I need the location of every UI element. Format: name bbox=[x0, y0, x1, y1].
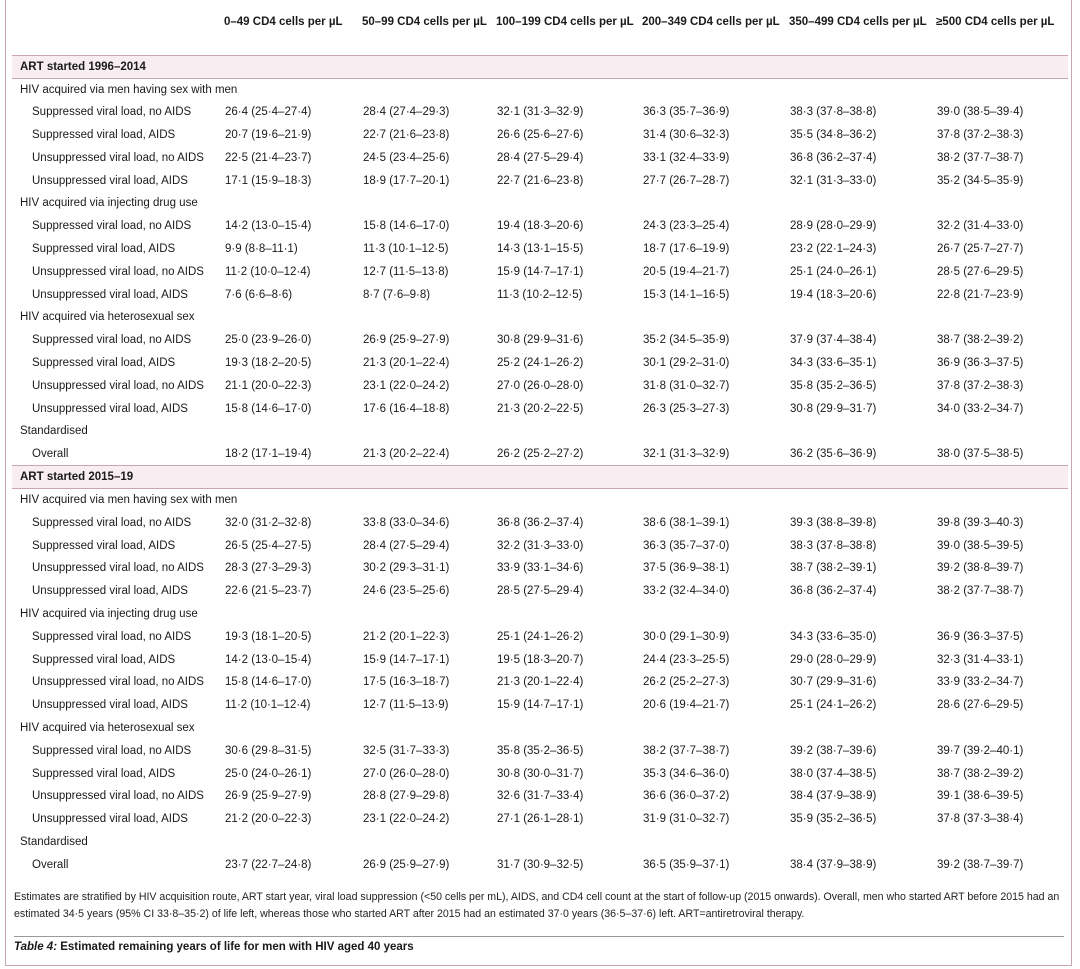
group-row bbox=[12, 489, 1068, 512]
value-cell: 18·7 (17·6–19·9) bbox=[643, 242, 730, 255]
row-label: Unsuppressed viral load, no AIDS bbox=[32, 151, 204, 164]
header-cell-cd4-0-49: 0–49 CD4 cells per µL bbox=[224, 16, 343, 28]
value-cell: 38·3 (37·8–38·8) bbox=[790, 539, 877, 552]
section-title: ART started 2015–19 bbox=[12, 466, 1068, 489]
group-row bbox=[12, 717, 1068, 740]
value-cell: 38·4 (37·9–38·9) bbox=[790, 858, 877, 871]
table-row bbox=[12, 762, 1068, 785]
value-cell: 32·3 (31·4–33·1) bbox=[937, 653, 1024, 666]
section-row bbox=[12, 55, 1068, 78]
value-cell: 11·3 (10·2–12·5) bbox=[497, 288, 583, 301]
value-cell: 25·0 (23·9–26·0) bbox=[225, 334, 312, 347]
value-cell: 14·2 (13·0–15·4) bbox=[225, 220, 312, 233]
value-cell: 32·6 (31·7–33·4) bbox=[497, 790, 584, 803]
value-cell: 22·5 (21·4–23·7) bbox=[225, 151, 312, 164]
value-cell: 33·8 (33·0–34·6) bbox=[363, 516, 450, 529]
value-cell: 28·6 (27·6–29·5) bbox=[937, 699, 1024, 712]
value-cell: 34·3 (33·6–35·0) bbox=[790, 630, 877, 643]
value-cell: 28·5 (27·6–29·5) bbox=[937, 265, 1024, 278]
value-cell: 22·8 (21·7–23·9) bbox=[937, 288, 1024, 301]
header-cell-label bbox=[12, 0, 224, 55]
value-cell: 34·0 (33·2–34·7) bbox=[937, 402, 1024, 415]
value-cell: 26·9 (25·9–27·9) bbox=[225, 790, 312, 803]
value-cell: 15·8 (14·6–17·0) bbox=[363, 220, 450, 233]
row-label: Suppressed viral load, AIDS bbox=[32, 539, 176, 552]
value-cell: 38·3 (37·8–38·8) bbox=[790, 106, 877, 119]
row-label: Unsuppressed viral load, no AIDS bbox=[32, 790, 204, 803]
value-cell: 15·9 (14·7–17·1) bbox=[497, 265, 584, 278]
header-cell-cd4-200-349: 200–349 CD4 cells per µL bbox=[642, 16, 780, 28]
group-row bbox=[12, 603, 1068, 626]
value-cell: 36·5 (35·9–37·1) bbox=[643, 858, 730, 871]
value-cell: 27·0 (26·0–28·0) bbox=[497, 379, 584, 392]
value-cell: 18·9 (17·7–20·1) bbox=[363, 174, 450, 187]
value-cell: 38·2 (37·7–38·7) bbox=[643, 744, 730, 757]
value-cell: 30·8 (29·9–31·6) bbox=[497, 334, 584, 347]
row-label: Suppressed viral load, no AIDS bbox=[32, 516, 192, 529]
value-cell: 27·7 (26·7–28·7) bbox=[643, 174, 730, 187]
row-label: Unsuppressed viral load, no AIDS bbox=[32, 265, 204, 278]
value-cell: 35·2 (34·5–35·9) bbox=[937, 174, 1024, 187]
table-row bbox=[12, 694, 1068, 717]
value-cell: 38·0 (37·5–38·5) bbox=[937, 447, 1024, 460]
value-cell: 31·4 (30·6–32·3) bbox=[643, 128, 730, 141]
value-cell: 19·3 (18·1–20·5) bbox=[225, 630, 312, 643]
value-cell: 30·8 (30·0–31·7) bbox=[497, 767, 584, 780]
value-cell: 21·3 (20·2–22·5) bbox=[497, 402, 584, 415]
value-cell: 19·5 (18·3–20·7) bbox=[497, 653, 584, 666]
value-cell: 27·0 (26·0–28·0) bbox=[363, 767, 450, 780]
value-cell: 28·4 (27·5–29·4) bbox=[363, 539, 450, 552]
value-cell: 25·1 (24·1–26·2) bbox=[790, 699, 877, 712]
group-row bbox=[12, 78, 1068, 101]
value-cell: 28·4 (27·4–29·3) bbox=[363, 106, 450, 119]
value-cell: 25·1 (24·0–26·1) bbox=[790, 265, 877, 278]
value-cell: 17·5 (16·3–18·7) bbox=[363, 676, 450, 689]
value-cell: 31·9 (31·0–32·7) bbox=[643, 813, 730, 826]
value-cell: 21·2 (20·0–22·3) bbox=[225, 813, 312, 826]
caption-divider bbox=[14, 936, 1064, 937]
value-cell: 15·9 (14·7–17·1) bbox=[497, 699, 584, 712]
row-label: Suppressed viral load, AIDS bbox=[32, 242, 176, 255]
row-label: Overall bbox=[32, 447, 69, 460]
value-cell: 24·6 (23·5–25·6) bbox=[363, 585, 450, 598]
table-row bbox=[12, 443, 1068, 466]
header-cell-cd4-350-499: 350–499 CD4 cells per µL bbox=[789, 16, 927, 28]
value-cell: 38·2 (37·7–38·7) bbox=[937, 151, 1024, 164]
value-cell: 11·2 (10·0–12·4) bbox=[225, 265, 311, 278]
value-cell: 37·8 (37·3–38·4) bbox=[937, 813, 1024, 826]
value-cell: 39·0 (38·5–39·5) bbox=[937, 539, 1024, 552]
value-cell: 21·3 (20·2–22·4) bbox=[363, 447, 450, 460]
value-cell: 35·9 (35·2–36·5) bbox=[790, 813, 877, 826]
value-cell: 26·3 (25·3–27·3) bbox=[643, 402, 730, 415]
value-cell: 32·1 (31·3–33·0) bbox=[790, 174, 877, 187]
value-cell: 37·8 (37·2–38·3) bbox=[937, 379, 1024, 392]
value-cell: 26·2 (25·2–27·3) bbox=[643, 676, 730, 689]
value-cell: 39·0 (38·5–39·4) bbox=[937, 106, 1024, 119]
value-cell: 25·2 (24·1–26·2) bbox=[497, 356, 584, 369]
value-cell: 33·9 (33·1–34·6) bbox=[497, 562, 584, 575]
value-cell: 39·1 (38·6–39·5) bbox=[937, 790, 1024, 803]
value-cell: 38·7 (38·2–39·1) bbox=[790, 562, 877, 575]
value-cell: 38·2 (37·7–38·7) bbox=[937, 585, 1024, 598]
value-cell: 32·1 (31·3–32·9) bbox=[643, 447, 730, 460]
value-cell: 35·2 (34·5–35·9) bbox=[643, 334, 730, 347]
value-cell: 27·1 (26·1–28·1) bbox=[497, 813, 584, 826]
value-cell: 32·2 (31·3–33·0) bbox=[497, 539, 584, 552]
value-cell: 11·3 (10·1–12·5) bbox=[363, 242, 449, 255]
value-cell: 25·1 (24·1–26·2) bbox=[497, 630, 584, 643]
value-cell: 35·3 (34·6–36·0) bbox=[643, 767, 730, 780]
row-label: Suppressed viral load, no AIDS bbox=[32, 220, 192, 233]
table-row bbox=[12, 169, 1068, 192]
value-cell: 37·9 (37·4–38·4) bbox=[790, 334, 877, 347]
value-cell: 9·9 (8·8–11·1) bbox=[225, 242, 298, 255]
value-cell: 35·5 (34·8–36·2) bbox=[790, 128, 877, 141]
value-cell: 26·9 (25·9–27·9) bbox=[363, 334, 450, 347]
value-cell: 14·3 (13·1–15·5) bbox=[497, 242, 584, 255]
value-cell: 20·6 (19·4–21·7) bbox=[643, 699, 730, 712]
value-cell: 12·7 (11·5–13·8) bbox=[363, 265, 449, 278]
value-cell: 30·8 (29·9–31·7) bbox=[790, 402, 877, 415]
value-cell: 39·2 (38·7–39·7) bbox=[937, 858, 1024, 871]
row-label: Unsuppressed viral load, no AIDS bbox=[32, 562, 204, 575]
value-cell: 36·2 (35·6–36·9) bbox=[790, 447, 877, 460]
value-cell: 36·6 (36·0–37·2) bbox=[643, 790, 730, 803]
table-row bbox=[12, 534, 1068, 557]
value-cell: 30·0 (29·1–30·9) bbox=[643, 630, 730, 643]
header-cell-cd4-50-99: 50–99 CD4 cells per µL bbox=[362, 16, 487, 28]
value-cell: 34·3 (33·6–35·1) bbox=[790, 356, 877, 369]
value-cell: 14·2 (13·0–15·4) bbox=[225, 653, 312, 666]
value-cell: 32·2 (31·4–33·0) bbox=[937, 220, 1024, 233]
value-cell: 35·8 (35·2–36·5) bbox=[790, 379, 877, 392]
value-cell: 38·7 (38·2–39·2) bbox=[937, 334, 1024, 347]
value-cell: 28·5 (27·5–29·4) bbox=[497, 585, 584, 598]
value-cell: 32·1 (31·3–32·9) bbox=[497, 106, 584, 119]
value-cell: 22·7 (21·6–23·8) bbox=[363, 128, 450, 141]
table-row bbox=[12, 785, 1068, 808]
value-cell: 20·5 (19·4–21·7) bbox=[643, 265, 730, 278]
value-cell: 15·8 (14·6–17·0) bbox=[225, 676, 312, 689]
value-cell: 7·6 (6·6–8·6) bbox=[225, 288, 293, 301]
value-cell: 8·7 (7·6–9·8) bbox=[363, 288, 431, 301]
group-label: HIV acquired via men having sex with men bbox=[20, 494, 238, 507]
value-cell: 39·8 (39·3–40·3) bbox=[937, 516, 1024, 529]
value-cell: 36·9 (36·3–37·5) bbox=[937, 356, 1024, 369]
table-row bbox=[12, 352, 1068, 375]
value-cell: 28·3 (27·3–29·3) bbox=[225, 562, 312, 575]
row-label: Suppressed viral load, AIDS bbox=[32, 356, 176, 369]
value-cell: 24·4 (23·3–25·5) bbox=[643, 653, 730, 666]
header-cell-cd4-100-199: 100–199 CD4 cells per µL bbox=[496, 16, 634, 28]
table-row bbox=[12, 260, 1068, 283]
value-cell: 15·9 (14·7–17·1) bbox=[363, 653, 450, 666]
value-cell: 36·8 (36·2–37·4) bbox=[790, 585, 877, 598]
row-label: Overall bbox=[32, 858, 69, 871]
value-cell: 39·3 (38·8–39·8) bbox=[790, 516, 877, 529]
value-cell: 17·6 (16·4–18·8) bbox=[363, 402, 450, 415]
group-label: HIV acquired via heterosexual sex bbox=[20, 721, 195, 734]
value-cell: 24·5 (23·4–25·6) bbox=[363, 151, 450, 164]
table-body bbox=[12, 55, 1068, 876]
value-cell: 26·2 (25·2–27·2) bbox=[497, 447, 584, 460]
value-cell: 39·2 (38·7–39·6) bbox=[790, 744, 877, 757]
section-title: ART started 1996–2014 bbox=[12, 55, 1068, 78]
table-row bbox=[12, 283, 1068, 306]
table-row bbox=[12, 146, 1068, 169]
value-cell: 36·3 (35·7–37·0) bbox=[643, 539, 730, 552]
value-cell: 30·2 (29·3–31·1) bbox=[363, 562, 450, 575]
value-cell: 21·3 (20·1–22·4) bbox=[363, 356, 450, 369]
table-caption bbox=[14, 941, 414, 953]
value-cell: 32·0 (31·2–32·8) bbox=[225, 516, 312, 529]
table-row bbox=[12, 511, 1068, 534]
value-cell: 38·0 (37·4–38·5) bbox=[790, 767, 877, 780]
header-row bbox=[12, 0, 1068, 55]
value-cell: 29·0 (28·0–29·9) bbox=[790, 653, 877, 666]
value-cell: 31·8 (31·0–32·7) bbox=[643, 379, 730, 392]
table-row bbox=[12, 215, 1068, 238]
value-cell: 20·7 (19·6–21·9) bbox=[225, 128, 312, 141]
value-cell: 36·9 (36·3–37·5) bbox=[937, 630, 1024, 643]
group-label: Standardised bbox=[20, 425, 88, 438]
value-cell: 15·8 (14·6–17·0) bbox=[225, 402, 312, 415]
table-row bbox=[12, 557, 1068, 580]
row-label: Unsuppressed viral load, AIDS bbox=[32, 699, 188, 712]
table-row bbox=[12, 625, 1068, 648]
value-cell: 25·0 (24·0–26·1) bbox=[225, 767, 312, 780]
group-label: Standardised bbox=[20, 835, 88, 848]
value-cell: 12·7 (11·5–13·9) bbox=[363, 699, 449, 712]
value-cell: 23·1 (22·0–24·2) bbox=[363, 813, 450, 826]
value-cell: 21·3 (20·1–22·4) bbox=[497, 676, 584, 689]
value-cell: 28·4 (27·5–29·4) bbox=[497, 151, 584, 164]
value-cell: 37·8 (37·2–38·3) bbox=[937, 128, 1024, 141]
value-cell: 15·3 (14·1–16·5) bbox=[643, 288, 730, 301]
value-cell: 36·3 (35·7–36·9) bbox=[643, 106, 730, 119]
row-label: Unsuppressed viral load, AIDS bbox=[32, 288, 188, 301]
value-cell: 21·1 (20·0–22·3) bbox=[225, 379, 312, 392]
value-cell: 24·3 (23·3–25·4) bbox=[643, 220, 730, 233]
table-row bbox=[12, 238, 1068, 261]
row-label: Suppressed viral load, AIDS bbox=[32, 128, 176, 141]
life-expectancy-table bbox=[12, 0, 1068, 876]
value-cell: 23·7 (22·7–24·8) bbox=[225, 858, 312, 871]
value-cell: 23·2 (22·1–24·3) bbox=[790, 242, 877, 255]
group-row bbox=[12, 192, 1068, 215]
value-cell: 19·3 (18·2–20·5) bbox=[225, 356, 312, 369]
value-cell: 30·7 (29·9–31·6) bbox=[790, 676, 877, 689]
value-cell: 35·8 (35·2–36·5) bbox=[497, 744, 584, 757]
value-cell: 39·7 (39·2–40·1) bbox=[937, 744, 1024, 757]
value-cell: 36·8 (36·2–37·4) bbox=[790, 151, 877, 164]
value-cell: 21·2 (20·1–22·3) bbox=[363, 630, 450, 643]
value-cell: 19·4 (18·3–20·6) bbox=[497, 220, 584, 233]
header-cell-cd4-500-plus: ≥500 CD4 cells per µL bbox=[936, 16, 1055, 28]
value-cell: 22·7 (21·6–23·8) bbox=[497, 174, 584, 187]
value-cell: 33·1 (32·4–33·9) bbox=[643, 151, 730, 164]
row-label: Unsuppressed viral load, AIDS bbox=[32, 402, 188, 415]
group-row bbox=[12, 831, 1068, 854]
value-cell: 23·1 (22·0–24·2) bbox=[363, 379, 450, 392]
group-row bbox=[12, 420, 1068, 443]
value-cell: 26·5 (25·4–27·5) bbox=[225, 539, 312, 552]
table-row bbox=[12, 101, 1068, 124]
group-label: HIV acquired via injecting drug use bbox=[20, 197, 198, 210]
table-row bbox=[12, 808, 1068, 831]
row-label: Unsuppressed viral load, AIDS bbox=[32, 585, 188, 598]
table-row bbox=[12, 580, 1068, 603]
value-cell: 31·7 (30·9–32·5) bbox=[497, 858, 584, 871]
value-cell: 11·2 (10·1–12·4) bbox=[225, 699, 311, 712]
table-number: Table 4: bbox=[14, 941, 58, 953]
value-cell: 36·8 (36·2–37·4) bbox=[497, 516, 584, 529]
value-cell: 28·8 (27·9–29·8) bbox=[363, 790, 450, 803]
row-label: Unsuppressed viral load, AIDS bbox=[32, 174, 188, 187]
table-footnote: Estimates are stratified by HIV acquisition route, ART start year, viral load suppression (<50 cells per mL), AIDS, and CD4 cell count at the start of follow-up (2015 onwards). Overall, men who started ART before 2015 had an estimated 34·5 years (95% CI 33·8–35·2) of life left, whereas those who started ART after 2015 had an estimated 37·0 years (36·5–37·6) left. ART=antiretroviral therapy. bbox=[14, 891, 1060, 920]
value-cell: 22·6 (21·5–23·7) bbox=[225, 585, 312, 598]
table-row bbox=[12, 374, 1068, 397]
value-cell: 30·6 (29·8–31·5) bbox=[225, 744, 312, 757]
row-label: Suppressed viral load, no AIDS bbox=[32, 630, 192, 643]
group-label: HIV acquired via men having sex with men bbox=[20, 83, 238, 96]
row-label: Unsuppressed viral load, no AIDS bbox=[32, 676, 204, 689]
value-cell: 26·9 (25·9–27·9) bbox=[363, 858, 450, 871]
row-label: Suppressed viral load, no AIDS bbox=[32, 106, 192, 119]
table-row bbox=[12, 124, 1068, 147]
group-row bbox=[12, 306, 1068, 329]
group-label: HIV acquired via injecting drug use bbox=[20, 607, 198, 620]
value-cell: 38·6 (38·1–39·1) bbox=[643, 516, 730, 529]
row-label: Unsuppressed viral load, AIDS bbox=[32, 813, 188, 826]
value-cell: 17·1 (15·9–18·3) bbox=[225, 174, 312, 187]
table-row bbox=[12, 671, 1068, 694]
row-label: Suppressed viral load, AIDS bbox=[32, 653, 176, 666]
value-cell: 26·6 (25·6–27·6) bbox=[497, 128, 584, 141]
table-row bbox=[12, 397, 1068, 420]
value-cell: 38·4 (37·9–38·9) bbox=[790, 790, 877, 803]
table-row bbox=[12, 648, 1068, 671]
value-cell: 19·4 (18·3–20·6) bbox=[790, 288, 877, 301]
value-cell: 26·7 (25·7–27·7) bbox=[937, 242, 1024, 255]
table-title: Estimated remaining years of life for men with HIV aged 40 years bbox=[57, 941, 414, 953]
row-label: Unsuppressed viral load, no AIDS bbox=[32, 379, 204, 392]
table-row bbox=[12, 739, 1068, 762]
value-cell: 30·1 (29·2–31·0) bbox=[643, 356, 730, 369]
value-cell: 39·2 (38·8–39·7) bbox=[937, 562, 1024, 575]
value-cell: 26·4 (25·4–27·4) bbox=[225, 106, 312, 119]
value-cell: 37·5 (36·9–38·1) bbox=[643, 562, 730, 575]
group-label: HIV acquired via heterosexual sex bbox=[20, 311, 195, 324]
row-label: Suppressed viral load, AIDS bbox=[32, 767, 176, 780]
table-row bbox=[12, 853, 1068, 876]
section-row bbox=[12, 466, 1068, 489]
value-cell: 18·2 (17·1–19·4) bbox=[225, 447, 312, 460]
value-cell: 28·9 (28·0–29·9) bbox=[790, 220, 877, 233]
row-label: Suppressed viral load, no AIDS bbox=[32, 744, 192, 757]
row-label: Suppressed viral load, no AIDS bbox=[32, 334, 192, 347]
value-cell: 32·5 (31·7–33·3) bbox=[363, 744, 450, 757]
value-cell: 33·9 (33·2–34·7) bbox=[937, 676, 1024, 689]
value-cell: 38·7 (38·2–39·2) bbox=[937, 767, 1024, 780]
table-row bbox=[12, 329, 1068, 352]
value-cell: 33·2 (32·4–34·0) bbox=[643, 585, 730, 598]
